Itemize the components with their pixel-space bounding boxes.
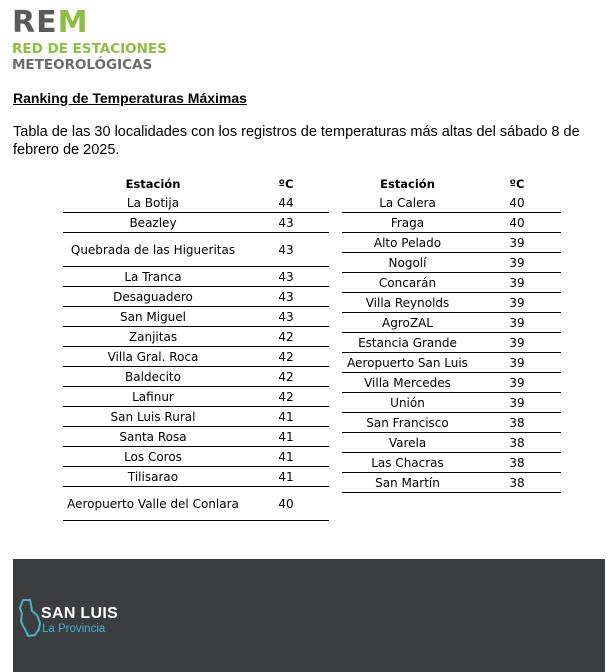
ranking-table-left bbox=[63, 174, 329, 521]
table-row bbox=[342, 293, 561, 313]
table-row bbox=[63, 327, 329, 347]
ranking-table-right bbox=[342, 174, 561, 493]
temperature-cell: 40 bbox=[473, 213, 561, 233]
temperature-cell: 43 bbox=[243, 267, 329, 287]
temperature-cell: 39 bbox=[473, 353, 561, 373]
station-name-cell: Alto Pelado bbox=[342, 233, 473, 253]
station-name-cell: Los Coros bbox=[63, 447, 243, 467]
station-name-cell: Villa Mercedes bbox=[342, 373, 473, 393]
table-row bbox=[342, 353, 561, 373]
table-row bbox=[342, 193, 561, 213]
temperature-cell: 40 bbox=[243, 487, 329, 521]
station-name-cell: Estancia Grande bbox=[342, 333, 473, 353]
table-row bbox=[63, 233, 329, 267]
column-header-station: Estación bbox=[125, 176, 181, 191]
station-name-cell: San Miguel bbox=[63, 307, 243, 327]
page-heading: Ranking de Temperaturas Máximas bbox=[13, 90, 247, 106]
ranking-table-right-body bbox=[342, 193, 561, 493]
temperature-cell: 39 bbox=[473, 273, 561, 293]
station-name-cell: Las Chacras bbox=[342, 453, 473, 473]
station-name-cell: Santa Rosa bbox=[63, 427, 243, 447]
station-name-cell: San Martín bbox=[342, 473, 473, 493]
temperature-cell: 43 bbox=[243, 287, 329, 307]
temperature-cell: 42 bbox=[243, 367, 329, 387]
table-row bbox=[63, 487, 329, 521]
logo-rem-accent: M bbox=[57, 5, 89, 40]
station-name-cell: AgroZAL bbox=[342, 313, 473, 333]
temperature-cell: 41 bbox=[243, 447, 329, 467]
station-name-cell: San Francisco bbox=[342, 413, 473, 433]
temperature-cell: 41 bbox=[243, 427, 329, 447]
temperature-cell: 43 bbox=[243, 307, 329, 327]
station-name-cell: La Calera bbox=[342, 193, 473, 213]
temperature-cell: 38 bbox=[473, 453, 561, 473]
ranking-table-left-body bbox=[63, 193, 329, 521]
footer-banner bbox=[13, 559, 605, 672]
table-row bbox=[342, 473, 561, 493]
temperature-cell: 38 bbox=[473, 473, 561, 493]
temperature-cell: 39 bbox=[473, 333, 561, 353]
station-name-cell: Concarán bbox=[342, 273, 473, 293]
logo-rem-prefix: RE bbox=[12, 5, 58, 40]
footer-brand-tagline: La Provincia bbox=[42, 623, 106, 635]
table-row bbox=[63, 367, 329, 387]
station-name-cell: La Botija bbox=[63, 193, 243, 213]
table-row bbox=[63, 287, 329, 307]
table-row bbox=[342, 253, 561, 273]
temperature-cell: 42 bbox=[243, 387, 329, 407]
station-name-cell: Desaguadero bbox=[63, 287, 243, 307]
station-name-cell: Quebrada de las Higueritas bbox=[63, 233, 243, 267]
temperature-cell: 40 bbox=[473, 193, 561, 213]
table-header-row bbox=[63, 174, 329, 193]
station-name-cell: Aeropuerto San Luis bbox=[342, 353, 473, 373]
temperature-cell: 39 bbox=[473, 373, 561, 393]
table-row bbox=[342, 393, 561, 413]
column-header-station: Estación bbox=[380, 176, 435, 191]
station-name-cell: Beazley bbox=[63, 213, 243, 233]
table-row bbox=[342, 213, 561, 233]
intro-text: Tabla de las 30 localidades con los registros de temperaturas más altas del sábado 8 de febrero de 2025. bbox=[13, 124, 580, 158]
temperature-cell: 41 bbox=[243, 407, 329, 427]
station-name-cell: Zanjitas bbox=[63, 327, 243, 347]
temperature-cell: 42 bbox=[243, 327, 329, 347]
temperature-cell: 38 bbox=[473, 433, 561, 453]
temperature-cell: 39 bbox=[473, 393, 561, 413]
table-row bbox=[342, 433, 561, 453]
station-name-cell: Fraga bbox=[342, 213, 473, 233]
table-row bbox=[342, 333, 561, 353]
table-row bbox=[342, 273, 561, 293]
temperature-cell: 44 bbox=[243, 193, 329, 213]
table-row bbox=[342, 313, 561, 333]
temperature-cell: 39 bbox=[473, 293, 561, 313]
temperature-cell: 41 bbox=[243, 467, 329, 487]
station-name-cell: Villa Reynolds bbox=[342, 293, 473, 313]
table-row bbox=[63, 307, 329, 327]
station-name-cell: Tilisarao bbox=[63, 467, 243, 487]
logo-rem-mark bbox=[12, 5, 167, 40]
logo-line2: METEOROLÓGICAS bbox=[12, 57, 153, 73]
temperature-cell: 43 bbox=[243, 213, 329, 233]
temperature-cell: 39 bbox=[473, 253, 561, 273]
station-name-cell: Aeropuerto Valle del Conlara bbox=[63, 487, 243, 521]
logo-line1: RED DE ESTACIONES bbox=[12, 41, 167, 57]
table-row bbox=[63, 213, 329, 233]
table-row bbox=[63, 347, 329, 367]
table-row bbox=[342, 373, 561, 393]
table-row bbox=[342, 233, 561, 253]
table-row bbox=[342, 413, 561, 433]
station-name-cell: La Tranca bbox=[63, 267, 243, 287]
temperature-cell: 42 bbox=[243, 347, 329, 367]
rem-logo bbox=[12, 5, 167, 74]
station-name-cell: San Luis Rural bbox=[63, 407, 243, 427]
table-row bbox=[63, 447, 329, 467]
table-row bbox=[63, 427, 329, 447]
table-header-row bbox=[342, 174, 561, 193]
temperature-cell: 38 bbox=[473, 413, 561, 433]
column-header-temp: ºC bbox=[509, 176, 525, 191]
table-row bbox=[63, 267, 329, 287]
station-name-cell: Unión bbox=[342, 393, 473, 413]
station-name-cell: Varela bbox=[342, 433, 473, 453]
footer-brand-name: SAN LUIS bbox=[41, 605, 119, 622]
table-row bbox=[63, 387, 329, 407]
san-luis-province-outline-icon bbox=[19, 599, 41, 637]
temperature-cell: 39 bbox=[473, 233, 561, 253]
temperature-cell: 39 bbox=[473, 313, 561, 333]
table-row bbox=[342, 453, 561, 473]
table-row bbox=[63, 193, 329, 213]
station-name-cell: Baldecito bbox=[63, 367, 243, 387]
table-row bbox=[63, 407, 329, 427]
temperature-cell: 43 bbox=[243, 233, 329, 267]
station-name-cell: Lafinur bbox=[63, 387, 243, 407]
station-name-cell: Villa Gral. Roca bbox=[63, 347, 243, 367]
station-name-cell: Nogolí bbox=[342, 253, 473, 273]
table-row bbox=[63, 467, 329, 487]
column-header-temp: ºC bbox=[278, 176, 294, 191]
